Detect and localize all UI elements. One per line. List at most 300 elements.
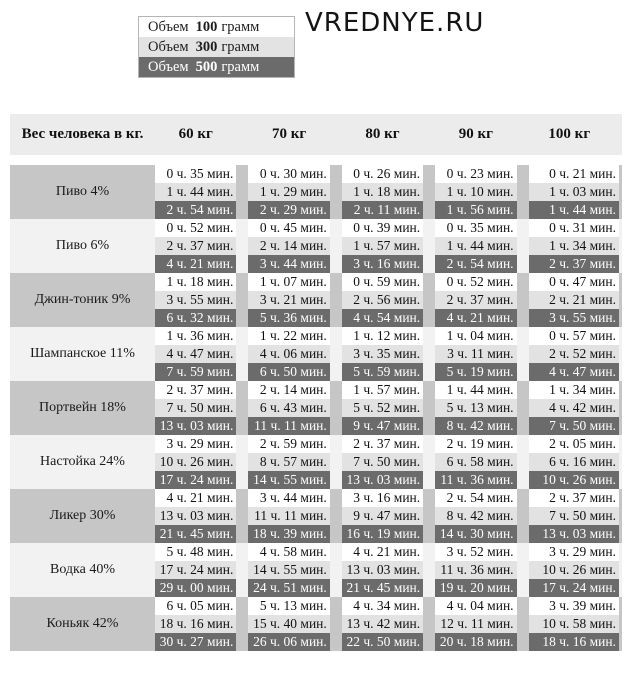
time-value: 13 ч. 03 мин. [155,417,236,435]
time-value: 16 ч. 19 мин. [342,525,423,543]
time-value: 2 ч. 19 мин. [435,435,516,453]
time-cell [248,633,341,651]
time-cell [248,507,341,525]
time-cell [155,273,248,291]
time-value: 4 ч. 42 мин. [529,399,619,417]
time-value: 5 ч. 13 мин. [248,597,329,615]
site-logo: VREDNYE.RU [305,8,485,38]
time-value: 2 ч. 21 мин. [529,291,619,309]
time-value: 0 ч. 26 мин. [342,165,423,183]
time-cell [342,543,435,561]
time-value: 4 ч. 21 мин. [155,255,236,273]
time-value: 3 ч. 55 мин. [155,291,236,309]
time-cell [155,399,248,417]
time-value: 17 ч. 24 мин. [529,579,619,597]
time-cell [155,255,248,273]
time-cell [529,417,622,435]
time-cell [248,453,341,471]
drink-label: Портвейн 18% [10,381,155,435]
time-value: 2 ч. 29 мин. [248,201,329,219]
time-value: 7 ч. 50 мин. [155,399,236,417]
time-value: 1 ч. 44 мин. [155,183,236,201]
drink-label: Настойка 24% [10,435,155,489]
time-value: 18 ч. 16 мин. [155,615,236,633]
time-value: 1 ч. 56 мин. [435,201,516,219]
time-cell [342,327,435,345]
time-cell [435,219,528,237]
time-value: 1 ч. 18 мин. [155,273,236,291]
time-cell [155,615,248,633]
time-cell [529,255,622,273]
legend-volume-unit: грамм [221,59,260,75]
time-value: 6 ч. 43 мин. [248,399,329,417]
header-70kg: 70 кг [271,126,307,142]
time-cell [342,435,435,453]
time-value: 3 ч. 55 мин. [529,309,619,327]
time-value: 10 ч. 26 мин. [155,453,236,471]
time-value: 0 ч. 23 мин. [435,165,516,183]
time-cell [529,633,622,651]
time-value: 2 ч. 37 мин. [342,435,423,453]
time-cell [342,201,435,219]
time-value: 1 ч. 03 мин. [529,183,619,201]
time-cell [342,579,435,597]
time-value: 30 ч. 27 мин. [155,633,236,651]
time-cell [342,345,435,363]
time-value: 5 ч. 52 мин. [342,399,423,417]
time-value: 6 ч. 05 мин. [155,597,236,615]
time-value: 0 ч. 39 мин. [342,219,423,237]
time-cell [248,579,341,597]
time-cell [435,633,528,651]
time-cell [529,543,622,561]
time-value: 2 ч. 11 мин. [342,201,423,219]
time-value: 13 ч. 42 мин. [342,615,423,633]
time-cell [155,579,248,597]
legend-volume-amount: 300 [195,39,218,55]
time-cell [248,201,341,219]
drink-label: Пиво 4% [10,165,155,219]
time-cell [529,489,622,507]
time-value: 11 ч. 36 мин. [435,471,516,489]
time-value: 2 ч. 37 мин. [155,237,236,255]
time-value: 29 ч. 00 мин. [155,579,236,597]
time-cell [155,291,248,309]
time-value: 1 ч. 44 мин. [435,237,516,255]
legend-volume-unit: грамм [221,39,260,55]
drink-label: Водка 40% [10,543,155,597]
time-value: 13 ч. 03 мин. [342,471,423,489]
time-cell [342,363,435,381]
time-cell [342,615,435,633]
time-value: 2 ч. 54 мин. [435,489,516,507]
time-value: 0 ч. 47 мин. [529,273,619,291]
time-value: 2 ч. 59 мин. [248,435,329,453]
time-cell [435,309,528,327]
time-value: 6 ч. 32 мин. [155,309,236,327]
time-cell [155,183,248,201]
time-cell [529,507,622,525]
time-cell [435,471,528,489]
time-value: 11 ч. 36 мин. [435,561,516,579]
time-value: 1 ч. 29 мин. [248,183,329,201]
time-cell [342,633,435,651]
time-cell [248,417,341,435]
legend-volume-word: Объем [148,59,189,75]
time-value: 2 ч. 52 мин. [529,345,619,363]
drink-label: Коньяк 42% [10,597,155,651]
time-cell [342,309,435,327]
time-cell [342,489,435,507]
table-body [10,165,622,651]
time-value: 8 ч. 57 мин. [248,453,329,471]
time-cell [155,543,248,561]
time-cell [342,417,435,435]
time-cell [342,381,435,399]
time-value: 4 ч. 06 мин. [248,345,329,363]
table-row [10,435,622,453]
time-cell [529,435,622,453]
time-cell [435,237,528,255]
time-cell [248,597,341,615]
time-cell [248,345,341,363]
time-cell [435,273,528,291]
time-cell [529,237,622,255]
time-cell [529,201,622,219]
time-cell [529,291,622,309]
time-cell [155,453,248,471]
time-cell [342,399,435,417]
time-value: 1 ч. 34 мин. [529,381,619,399]
time-value: 5 ч. 59 мин. [342,363,423,381]
time-value: 2 ч. 37 мин. [529,489,619,507]
time-cell [248,471,341,489]
time-cell [435,363,528,381]
time-cell [248,381,341,399]
time-cell [155,561,248,579]
time-value: 2 ч. 14 мин. [248,237,329,255]
header-90kg: 90 кг [458,126,493,142]
time-cell [435,579,528,597]
time-value: 7 ч. 59 мин. [155,363,236,381]
time-cell [435,165,528,183]
time-cell [435,453,528,471]
time-cell [155,633,248,651]
table-row [10,381,622,399]
time-cell [529,597,622,615]
time-cell [342,273,435,291]
time-value: 21 ч. 45 мин. [155,525,236,543]
legend-item-500g [139,57,294,77]
time-value: 7 ч. 50 мин. [342,453,423,471]
time-cell [155,381,248,399]
time-cell [529,309,622,327]
time-value: 1 ч. 44 мин. [529,201,619,219]
time-cell [529,381,622,399]
time-cell [248,615,341,633]
time-value: 3 ч. 39 мин. [529,597,619,615]
time-value: 2 ч. 05 мин. [529,435,619,453]
time-value: 17 ч. 24 мин. [155,471,236,489]
time-value: 3 ч. 44 мин. [248,255,329,273]
time-cell [529,525,622,543]
time-cell [342,291,435,309]
legend-volume-amount: 100 [195,19,218,35]
time-value: 3 ч. 16 мин. [342,255,423,273]
time-cell [342,507,435,525]
legend-volume-word: Объем [148,39,189,55]
drink-label: Джин-тоник 9% [10,273,155,327]
time-cell [248,309,341,327]
time-value: 1 ч. 57 мин. [342,381,423,399]
time-value: 4 ч. 47 мин. [529,363,619,381]
time-value: 2 ч. 54 мин. [155,201,236,219]
time-cell [529,345,622,363]
time-cell [435,399,528,417]
time-value: 3 ч. 21 мин. [248,291,329,309]
time-value: 1 ч. 44 мин. [435,381,516,399]
time-cell [435,597,528,615]
time-value: 1 ч. 04 мин. [435,327,516,345]
legend-item-100g [139,17,294,37]
time-value: 7 ч. 50 мин. [529,507,619,525]
time-cell [342,237,435,255]
time-cell [435,201,528,219]
time-value: 3 ч. 44 мин. [248,489,329,507]
table-row [10,489,622,507]
table-row [10,219,622,237]
volume-legend [138,16,295,78]
header-spacer [10,155,622,165]
time-cell [248,399,341,417]
time-cell [248,363,341,381]
time-cell [155,219,248,237]
time-value: 3 ч. 52 мин. [435,543,516,561]
time-value: 3 ч. 29 мин. [155,435,236,453]
legend-volume-word: Объем [148,19,189,35]
time-cell [342,561,435,579]
time-cell [248,219,341,237]
time-cell [155,165,248,183]
legend-volume-unit: грамм [221,19,260,35]
time-value: 2 ч. 37 мин. [155,381,236,399]
time-value: 4 ч. 21 мин. [155,489,236,507]
time-cell [529,453,622,471]
time-value: 0 ч. 35 мин. [435,219,516,237]
time-cell [248,489,341,507]
time-cell [435,183,528,201]
drink-label: Пиво 6% [10,219,155,273]
time-value: 13 ч. 03 мин. [342,561,423,579]
time-value: 8 ч. 42 мин. [435,507,516,525]
header-80kg: 80 кг [365,126,400,142]
time-value: 4 ч. 21 мин. [435,309,516,327]
time-cell [529,561,622,579]
time-value: 14 ч. 30 мин. [435,525,516,543]
time-value: 4 ч. 04 мин. [435,597,516,615]
time-value: 6 ч. 58 мин. [435,453,516,471]
time-cell [155,345,248,363]
time-cell [435,435,528,453]
time-value: 1 ч. 10 мин. [435,183,516,201]
drink-label: Шампанское 11% [10,327,155,381]
time-cell [155,435,248,453]
time-cell [342,597,435,615]
elimination-table [10,114,622,651]
time-value: 2 ч. 37 мин. [435,291,516,309]
time-value: 0 ч. 30 мин. [248,165,329,183]
time-value: 6 ч. 50 мин. [248,363,329,381]
time-cell [529,363,622,381]
time-cell [248,561,341,579]
time-cell [529,183,622,201]
table-row [10,543,622,561]
time-value: 14 ч. 55 мин. [248,561,329,579]
time-value: 13 ч. 03 мин. [529,525,619,543]
time-value: 11 ч. 11 мин. [248,507,329,525]
time-value: 0 ч. 52 мин. [435,273,516,291]
time-value: 6 ч. 16 мин. [529,453,619,471]
time-value: 5 ч. 48 мин. [155,543,236,561]
time-cell [248,237,341,255]
time-value: 7 ч. 50 мин. [529,417,619,435]
time-value: 1 ч. 34 мин. [529,237,619,255]
time-cell [435,615,528,633]
time-value: 4 ч. 34 мин. [342,597,423,615]
time-cell [155,597,248,615]
time-cell [529,579,622,597]
time-cell [529,219,622,237]
time-value: 19 ч. 20 мин. [435,579,516,597]
time-cell [529,327,622,345]
header-row [10,114,622,155]
time-cell [155,471,248,489]
time-value: 1 ч. 12 мин. [342,327,423,345]
time-value: 10 ч. 58 мин. [529,615,619,633]
time-value: 3 ч. 11 мин. [435,345,516,363]
time-cell [529,615,622,633]
time-cell [435,507,528,525]
time-value: 11 ч. 11 мин. [248,417,329,435]
time-value: 1 ч. 57 мин. [342,237,423,255]
time-cell [248,255,341,273]
header-100kg: 100 кг [548,126,591,142]
time-cell [342,183,435,201]
time-value: 10 ч. 26 мин. [529,471,619,489]
time-cell [248,165,341,183]
time-cell [435,381,528,399]
time-value: 12 ч. 11 мин. [435,615,516,633]
time-cell [435,291,528,309]
time-cell [155,417,248,435]
time-cell [435,489,528,507]
table-row [10,165,622,183]
time-value: 21 ч. 45 мин. [342,579,423,597]
time-value: 18 ч. 39 мин. [248,525,329,543]
time-value: 15 ч. 40 мин. [248,615,329,633]
time-value: 13 ч. 03 мин. [155,507,236,525]
time-value: 9 ч. 47 мин. [342,417,423,435]
time-value: 22 ч. 50 мин. [342,633,423,651]
time-value: 20 ч. 18 мин. [435,633,516,651]
time-value: 10 ч. 26 мин. [529,561,619,579]
time-value: 5 ч. 19 мин. [435,363,516,381]
time-value: 1 ч. 22 мин. [248,327,329,345]
time-cell [155,363,248,381]
drink-label: Ликер 30% [10,489,155,543]
time-value: 18 ч. 16 мин. [529,633,619,651]
time-value: 0 ч. 59 мин. [342,273,423,291]
time-cell [342,471,435,489]
time-cell [155,327,248,345]
time-cell [155,201,248,219]
time-value: 4 ч. 58 мин. [248,543,329,561]
time-cell [248,543,341,561]
time-cell [435,543,528,561]
time-cell [155,309,248,327]
time-cell [435,417,528,435]
time-cell [342,219,435,237]
table-row [10,597,622,615]
time-cell [342,255,435,273]
time-cell [248,327,341,345]
time-value: 0 ч. 52 мин. [155,219,236,237]
time-value: 0 ч. 35 мин. [155,165,236,183]
time-value: 5 ч. 13 мин. [435,399,516,417]
time-value: 0 ч. 31 мин. [529,219,619,237]
time-value: 2 ч. 54 мин. [435,255,516,273]
time-value: 14 ч. 55 мин. [248,471,329,489]
time-value: 1 ч. 36 мин. [155,327,236,345]
time-cell [155,507,248,525]
time-cell [435,525,528,543]
time-cell [529,471,622,489]
time-value: 0 ч. 57 мин. [529,327,619,345]
time-value: 8 ч. 42 мин. [435,417,516,435]
time-cell [529,165,622,183]
time-value: 0 ч. 21 мин. [529,165,619,183]
time-value: 4 ч. 21 мин. [342,543,423,561]
time-value: 2 ч. 56 мин. [342,291,423,309]
time-cell [248,273,341,291]
time-value: 5 ч. 36 мин. [248,309,329,327]
time-value: 24 ч. 51 мин. [248,579,329,597]
time-value: 2 ч. 37 мин. [529,255,619,273]
table-row [10,273,622,291]
legend-item-300g [139,37,294,57]
time-cell [435,327,528,345]
time-cell [529,273,622,291]
time-value: 0 ч. 45 мин. [248,219,329,237]
time-cell [435,255,528,273]
time-value: 9 ч. 47 мин. [342,507,423,525]
time-cell [248,435,341,453]
time-cell [155,489,248,507]
legend-volume-amount: 500 [195,59,218,75]
time-value: 2 ч. 14 мин. [248,381,329,399]
table-row [10,327,622,345]
time-cell [155,237,248,255]
time-cell [435,561,528,579]
time-value: 3 ч. 16 мин. [342,489,423,507]
time-cell [248,525,341,543]
time-value: 26 ч. 06 мин. [248,633,329,651]
time-value: 17 ч. 24 мин. [155,561,236,579]
time-value: 4 ч. 54 мин. [342,309,423,327]
time-cell [248,291,341,309]
time-value: 1 ч. 18 мин. [342,183,423,201]
time-cell [342,165,435,183]
